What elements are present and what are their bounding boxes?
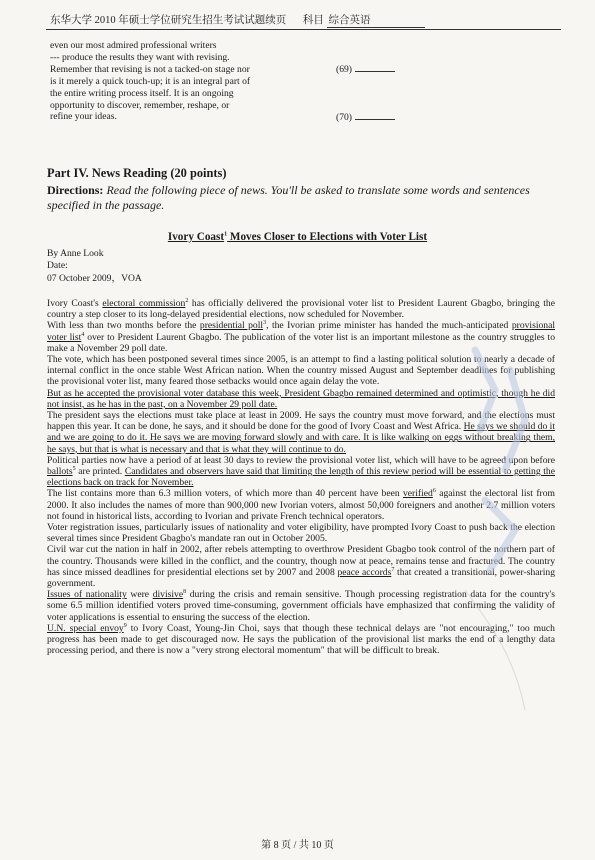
article-title <box>0 231 595 243</box>
page-footer: 第 8 页 / 共 10 页 <box>261 840 334 851</box>
paragraph-2: With less than two months before the presidential poll$^3$, the Ivorian prime minister has handed the much-anticipated provisional voter list$^4$ over to President Laurent Gbagbo. The publication of the voter list is an important milestone as the country struggles to make a November 29 poll date. <box>47 320 555 354</box>
byline: By Anne Look <box>47 248 104 259</box>
paragraph-1: Ivory Coast's electoral commission$^2$ has officially delivered the provisional voter list to President Laurent Gbagbo, bringing the country a step closer to its long-delayed presidential elections, now scheduled for November. <box>47 297 555 321</box>
top-line: even our most admired professional writers <box>50 40 217 51</box>
paragraph-11: U.N. special envoy$^9$ to Ivory Coast, Young-Jin Choi, says that though these technical delays are "not encouraging," too much progress has been made to get discouraged now. He says the publication of the provisional list marks the end of a lengthy data processing period, and there is now a "very strong electoral momentum" that will be difficult to break. <box>47 622 555 657</box>
date-label: Date: <box>47 260 68 272</box>
paragraph-4: But as he accepted the provisional voter database this week, President Gbagbo remained determined and optimistic, though he did not insist, as he has in the past, on a November 29 poll date. <box>47 387 555 410</box>
top-line: Remember that revising is not a tacked-on stage nor <box>50 63 250 75</box>
subject-value: 综合英语 <box>327 12 425 28</box>
paragraph-10: Issues of nationality were divisive$^8$ during the crisis and remain sensitive. Though processing registration data for the country's some 6.5 million identified voters proved time-consuming, government officials have emphasized that confirming the validity of voter applications is essential to ensuring the success of the election. <box>47 589 555 623</box>
footnote-mark: 1 <box>224 231 228 238</box>
paragraph-8: Voter registration issues, particularly issues of nationality and voter eligibility, have prompted Ivory Coast to push back the election several times since President Gbagbo's mandate ran out in October 2005. <box>47 522 555 545</box>
blank-number: (69) <box>336 64 352 75</box>
title-text-rest: Moves Closer to Elections with Voter List <box>227 231 428 243</box>
top-line: is it merely a quick touch-up; it is an integral part of <box>50 75 251 87</box>
paragraph-5: The president says the elections must take place at least in 2009. He says the country must move forward, and the elections must happen this year. It can be done, he says, and it should be done for the good of Ivory Coast and West Africa. He says we should do it and we are going to do it. He says we are moving forward slowly and with care. It is like walking on eggs without breaking them, he says, but that is what is necessary and that is what they will continue to do. <box>47 410 555 455</box>
top-line: the entire writing process itself. It is an ongoing <box>50 87 234 99</box>
directions-text: Read the following piece of news. You'll be asked to translate some words and sentences specified in the passage. <box>47 183 530 212</box>
exam-title: 东华大学 2010 年硕士学位研究生招生考试试题续页 <box>50 15 287 26</box>
title-text: Ivory Coast <box>167 231 225 243</box>
paragraph-6: Political parties now have a period of at least 30 days to review the provisional voter list, which will have to be agreed upon before ballots$^5$ are printed. Candidates and observers have said that limiting the length of this review period will be essential to getting the elections back on track for November. <box>47 454 555 489</box>
directions <box>47 183 557 213</box>
directions-label: Directions: <box>47 183 104 197</box>
top-line: refine your ideas. <box>50 111 117 123</box>
article-meta <box>47 248 142 285</box>
date: 07 October 2009，VOA <box>47 272 142 284</box>
header-rule <box>46 29 561 30</box>
answer-blank-69 <box>336 64 395 75</box>
paragraph-9: Civil war cut the nation in half in 2002, after rebels attempting to overthrow President Gbagbo took control of the northern part of the country. Thousands were killed in the conflict, and the country, though now at peace, remains tense and fractured. The country has since missed deadlines for presidential elections set by 2007 and 2008 peace accords$^7$ that created a transitional, power-sharing government. <box>47 544 555 590</box>
answer-blank-70 <box>336 112 395 123</box>
page-header <box>50 12 550 28</box>
part-heading: Part IV. News Reading (20 points) <box>47 166 227 180</box>
blank-number: (70) <box>336 112 352 123</box>
paragraph-7: The list contains more than 6.3 million voters, of which more than 40 percent have been verified$^6$ against the electoral list from 2000. It also includes the names of more than 900,000 new Ivorian voters, almost 50,000 foreigners and another 2.7 million voters not found in historical lists, according to Ivorian and private French technical operators. <box>47 488 555 522</box>
subject-label: 科目 <box>302 15 324 26</box>
top-line: opportunity to discover, remember, reshape, or <box>50 99 230 111</box>
article-body <box>47 298 555 657</box>
top-line: --- produce the results they want with revising. <box>50 51 230 63</box>
paragraph-3: The vote, which has been postponed several times since 2005, is an attempt to find a lasting political solution to nearly a decade of internal conflict in the once stable West African nation. When the country missed August and September deadlines for publishing the provisional voter list, many feared those setbacks would once again delay the vote. <box>47 354 555 388</box>
top-passage <box>50 40 350 123</box>
